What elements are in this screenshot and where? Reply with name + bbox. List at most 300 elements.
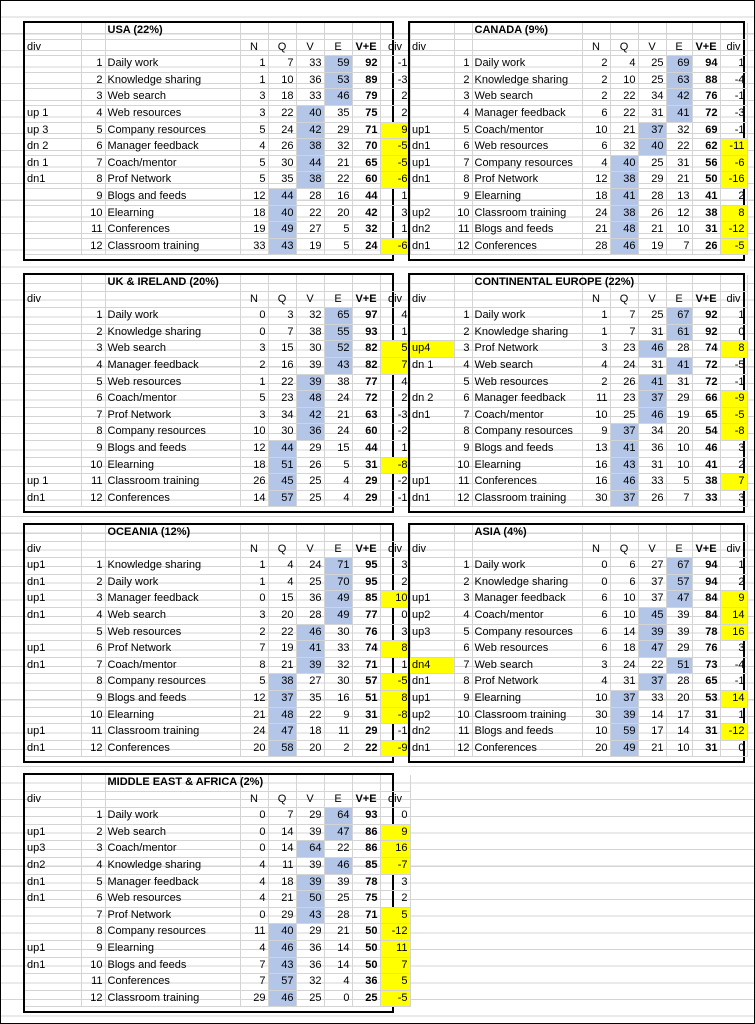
item-name[interactable]: Coach/mentor [105,657,240,674]
move-cell[interactable]: up1 [25,641,81,658]
e-value[interactable]: 4 [324,490,352,507]
diff-value[interactable]: -3 [380,407,410,424]
item-name[interactable]: Coach/mentor [105,391,240,408]
q-value[interactable]: 38 [610,172,638,189]
e-value[interactable]: 67 [666,308,692,325]
ve-value[interactable]: 44 [352,188,380,205]
ve-value[interactable]: 77 [352,374,380,391]
n-value[interactable]: 0 [240,324,268,341]
e-value[interactable]: 2 [324,740,352,757]
q-value[interactable]: 49 [610,740,638,757]
move-cell[interactable]: dn1 [25,490,81,507]
diff-value[interactable]: -9 [380,740,410,757]
diff-value[interactable]: -5 [380,155,410,172]
move-cell[interactable] [25,357,81,374]
move-cell[interactable] [25,222,81,239]
ve-value[interactable]: 62 [692,139,720,156]
e-value[interactable]: 21 [324,155,352,172]
header-n[interactable]: N [240,791,268,808]
ve-value[interactable]: 38 [692,205,720,222]
move-cell[interactable]: dn1 [25,957,81,974]
e-value[interactable]: 70 [324,574,352,591]
move-cell[interactable] [25,72,81,89]
diff-value[interactable]: 0 [720,324,747,341]
header-ve[interactable]: V+E [352,39,380,56]
ve-value[interactable]: 46 [692,440,720,457]
e-value[interactable]: 11 [324,724,352,741]
diff-value[interactable]: 14 [720,607,747,624]
move-cell[interactable] [25,341,81,358]
e-value[interactable]: 20 [324,205,352,222]
header-ve[interactable]: V+E [352,291,380,308]
diff-value[interactable]: -5 [720,238,747,255]
rank-cell[interactable]: 9 [81,940,105,957]
ve-value[interactable]: 93 [352,808,380,825]
diff-value[interactable]: -9 [720,391,747,408]
rank-cell[interactable]: 10 [81,957,105,974]
move-cell[interactable] [25,808,81,825]
q-value[interactable]: 40 [268,924,296,941]
move-cell[interactable]: up1 [25,940,81,957]
q-value[interactable]: 30 [268,155,296,172]
move-cell[interactable]: dn2 [410,222,454,239]
rank-cell[interactable]: 6 [454,641,472,658]
ve-value[interactable]: 54 [692,424,720,441]
rank-cell[interactable]: 9 [81,188,105,205]
item-name[interactable]: Manager feedback [105,591,240,608]
rank-cell[interactable]: 3 [454,89,472,106]
region-title[interactable]: CANADA (9%) [472,23,582,39]
v-value[interactable]: 41 [638,374,666,391]
item-name[interactable]: Elearning [105,457,240,474]
move-cell[interactable]: dn1 [25,607,81,624]
header-div2[interactable]: div [380,39,410,56]
v-value[interactable]: 26 [638,490,666,507]
v-value[interactable]: 25 [296,474,324,491]
ve-value[interactable]: 76 [692,89,720,106]
diff-value[interactable]: 9 [380,824,410,841]
diff-value[interactable]: 9 [380,122,410,139]
header-div[interactable]: div [25,39,81,56]
n-value[interactable]: 2 [582,89,610,106]
rank-cell[interactable]: 5 [81,624,105,641]
item-name[interactable]: Elearning [472,690,582,707]
ve-value[interactable]: 53 [692,690,720,707]
e-value[interactable]: 43 [324,357,352,374]
item-name[interactable]: Conferences [472,238,582,255]
rank-cell[interactable]: 12 [81,990,105,1007]
rank-cell[interactable]: 3 [81,841,105,858]
move-cell[interactable] [410,558,454,575]
v-value[interactable]: 22 [296,205,324,222]
q-value[interactable]: 44 [268,188,296,205]
item-name[interactable]: Prof Network [105,641,240,658]
q-value[interactable]: 10 [610,591,638,608]
ve-value[interactable]: 78 [352,874,380,891]
ve-value[interactable]: 94 [692,574,720,591]
header-n[interactable]: N [582,291,610,308]
diff-value[interactable]: 2 [720,574,747,591]
header-div[interactable]: div [25,541,81,558]
e-value[interactable]: 14 [324,957,352,974]
ve-value[interactable]: 82 [352,341,380,358]
q-value[interactable]: 48 [268,707,296,724]
rank-cell[interactable]: 1 [454,558,472,575]
n-value[interactable]: 11 [582,391,610,408]
q-value[interactable]: 22 [268,624,296,641]
diff-value[interactable]: -3 [380,72,410,89]
header-div[interactable]: div [25,291,81,308]
e-value[interactable]: 39 [666,624,692,641]
v-value[interactable]: 38 [296,139,324,156]
ve-value[interactable]: 29 [352,490,380,507]
n-value[interactable]: 4 [240,940,268,957]
e-value[interactable]: 65 [324,308,352,325]
ve-value[interactable]: 71 [352,657,380,674]
header-q[interactable]: Q [610,291,638,308]
v-value[interactable]: 33 [296,56,324,73]
n-value[interactable]: 4 [240,857,268,874]
ve-value[interactable]: 31 [692,222,720,239]
ve-value[interactable]: 65 [352,155,380,172]
header-q[interactable]: Q [268,291,296,308]
diff-value[interactable]: 7 [380,357,410,374]
ve-value[interactable]: 72 [692,357,720,374]
v-value[interactable]: 21 [638,222,666,239]
rank-cell[interactable]: 10 [81,707,105,724]
ve-value[interactable]: 65 [692,407,720,424]
rank-cell[interactable]: 3 [454,341,472,358]
q-value[interactable]: 46 [268,940,296,957]
item-name[interactable]: Conferences [105,490,240,507]
n-value[interactable]: 13 [582,440,610,457]
item-name[interactable]: Prof Network [472,172,582,189]
v-value[interactable]: 36 [296,591,324,608]
ve-value[interactable]: 84 [692,607,720,624]
ve-value[interactable]: 92 [692,308,720,325]
move-cell[interactable]: dn1 [25,740,81,757]
move-cell[interactable] [410,574,454,591]
ve-value[interactable]: 41 [692,457,720,474]
rank-cell[interactable]: 9 [81,690,105,707]
move-cell[interactable] [25,308,81,325]
item-name[interactable]: Company resources [472,424,582,441]
e-value[interactable]: 39 [324,874,352,891]
q-value[interactable]: 18 [268,874,296,891]
n-value[interactable]: 12 [240,440,268,457]
diff-value[interactable]: 8 [380,690,410,707]
item-name[interactable]: Daily work [105,308,240,325]
move-cell[interactable] [25,374,81,391]
diff-value[interactable]: 1 [380,324,410,341]
move-cell[interactable]: dn2 [410,724,454,741]
q-value[interactable]: 43 [268,238,296,255]
item-name[interactable]: Company resources [105,924,240,941]
diff-value[interactable]: 7 [720,474,747,491]
move-cell[interactable] [25,440,81,457]
diff-value[interactable]: -6 [380,238,410,255]
item-name[interactable]: Daily work [472,308,582,325]
item-name[interactable]: Daily work [105,808,240,825]
move-cell[interactable] [25,674,81,691]
move-cell[interactable]: up3 [25,841,81,858]
ve-value[interactable]: 95 [352,574,380,591]
v-value[interactable]: 27 [638,558,666,575]
ve-value[interactable]: 42 [352,205,380,222]
e-value[interactable]: 17 [666,707,692,724]
q-value[interactable]: 7 [268,324,296,341]
e-value[interactable]: 7 [666,238,692,255]
ve-value[interactable]: 50 [352,957,380,974]
rank-cell[interactable]: 4 [454,607,472,624]
q-value[interactable]: 57 [268,974,296,991]
n-value[interactable]: 2 [582,72,610,89]
header-n[interactable]: N [240,39,268,56]
v-value[interactable]: 37 [638,674,666,691]
rank-cell[interactable]: 7 [81,407,105,424]
item-name[interactable]: Elearning [105,707,240,724]
q-value[interactable]: 37 [268,690,296,707]
n-value[interactable]: 1 [240,558,268,575]
diff-value[interactable]: -3 [720,105,747,122]
header-q[interactable]: Q [610,39,638,56]
diff-value[interactable]: -5 [720,357,747,374]
rank-cell[interactable]: 4 [81,857,105,874]
v-value[interactable]: 31 [638,357,666,374]
move-cell[interactable]: up 1 [25,474,81,491]
v-value[interactable]: 25 [296,574,324,591]
n-value[interactable]: 0 [240,907,268,924]
n-value[interactable]: 6 [582,105,610,122]
item-name[interactable]: Manager feedback [105,874,240,891]
diff-value[interactable]: 5 [380,907,410,924]
v-value[interactable]: 22 [296,707,324,724]
ve-value[interactable]: 41 [692,188,720,205]
move-cell[interactable]: dn1 [25,574,81,591]
n-value[interactable]: 1 [582,308,610,325]
e-value[interactable]: 7 [666,490,692,507]
diff-value[interactable]: 2 [720,188,747,205]
q-value[interactable]: 22 [610,105,638,122]
rank-cell[interactable]: 12 [81,490,105,507]
header-n[interactable]: N [582,541,610,558]
item-name[interactable]: Classroom training [472,205,582,222]
item-name[interactable]: Knowledge sharing [105,857,240,874]
diff-value[interactable]: -16 [720,172,747,189]
rank-cell[interactable]: 7 [81,907,105,924]
v-value[interactable]: 27 [296,222,324,239]
ve-value[interactable]: 75 [352,891,380,908]
rank-cell[interactable]: 3 [81,89,105,106]
q-value[interactable]: 58 [268,740,296,757]
ve-value[interactable]: 76 [692,641,720,658]
ve-value[interactable]: 25 [352,990,380,1007]
region-title[interactable]: USA (22%) [105,23,240,39]
e-value[interactable]: 21 [324,407,352,424]
header-e[interactable]: E [324,39,352,56]
v-value[interactable]: 46 [638,407,666,424]
n-value[interactable]: 2 [240,357,268,374]
q-value[interactable]: 26 [268,139,296,156]
diff-value[interactable]: 5 [380,341,410,358]
header-e[interactable]: E [324,291,352,308]
move-cell[interactable]: dn1 [410,740,454,757]
n-value[interactable]: 2 [582,374,610,391]
v-value[interactable]: 29 [296,924,324,941]
item-name[interactable]: Coach/mentor [105,155,240,172]
ve-value[interactable]: 72 [352,391,380,408]
header-e[interactable]: E [666,291,692,308]
header-n[interactable]: N [582,39,610,56]
diff-value[interactable]: 3 [380,624,410,641]
n-value[interactable]: 0 [240,824,268,841]
rank-cell[interactable]: 5 [454,374,472,391]
e-value[interactable]: 63 [666,72,692,89]
rank-cell[interactable]: 11 [81,974,105,991]
item-name[interactable]: Blogs and feeds [105,690,240,707]
diff-value[interactable]: -1 [720,674,747,691]
v-value[interactable]: 25 [638,155,666,172]
move-cell[interactable] [410,457,454,474]
rank-cell[interactable]: 7 [81,657,105,674]
move-cell[interactable]: up4 [410,341,454,358]
item-name[interactable]: Web resources [105,891,240,908]
item-name[interactable]: Knowledge sharing [105,558,240,575]
diff-value[interactable]: 2 [380,574,410,591]
move-cell[interactable] [25,407,81,424]
diff-value[interactable]: 3 [720,490,747,507]
v-value[interactable]: 28 [638,188,666,205]
move-cell[interactable]: up2 [410,607,454,624]
ve-value[interactable]: 75 [352,105,380,122]
ve-value[interactable]: 31 [352,457,380,474]
diff-value[interactable]: -1 [380,56,410,73]
header-n[interactable]: N [240,541,268,558]
rank-cell[interactable]: 7 [454,155,472,172]
move-cell[interactable]: up2 [410,205,454,222]
move-cell[interactable]: up1 [410,122,454,139]
rank-cell[interactable]: 12 [454,490,472,507]
item-name[interactable]: Classroom training [472,490,582,507]
rank-cell[interactable]: 2 [454,324,472,341]
v-value[interactable]: 32 [296,974,324,991]
rank-cell[interactable]: 7 [454,657,472,674]
e-value[interactable]: 10 [666,457,692,474]
item-name[interactable]: Company resources [105,674,240,691]
e-value[interactable]: 59 [324,56,352,73]
region-title[interactable]: OCEANIA (12%) [105,525,240,541]
n-value[interactable]: 33 [240,238,268,255]
item-name[interactable]: Web search [472,357,582,374]
n-value[interactable]: 18 [582,188,610,205]
item-name[interactable]: Knowledge sharing [472,72,582,89]
item-name[interactable]: Coach/mentor [472,122,582,139]
diff-value[interactable]: -12 [380,924,410,941]
move-cell[interactable]: dn4 [410,657,454,674]
ve-value[interactable]: 79 [352,89,380,106]
diff-value[interactable]: 2 [720,457,747,474]
diff-value[interactable]: -8 [380,707,410,724]
e-value[interactable]: 31 [666,374,692,391]
v-value[interactable]: 29 [296,440,324,457]
header-q[interactable]: Q [268,39,296,56]
e-value[interactable]: 67 [666,558,692,575]
n-value[interactable]: 11 [240,924,268,941]
diff-value[interactable]: 0 [380,607,410,624]
rank-cell[interactable]: 1 [81,308,105,325]
rank-cell[interactable]: 4 [81,357,105,374]
ve-value[interactable]: 72 [692,374,720,391]
q-value[interactable]: 10 [610,72,638,89]
v-value[interactable]: 37 [638,591,666,608]
v-value[interactable]: 33 [638,474,666,491]
diff-value[interactable]: 3 [720,440,747,457]
header-n[interactable]: N [240,291,268,308]
rank-cell[interactable]: 5 [81,122,105,139]
move-cell[interactable]: up 1 [25,105,81,122]
ve-value[interactable]: 22 [352,740,380,757]
header-q[interactable]: Q [268,791,296,808]
header-div2[interactable]: div [380,791,410,808]
item-name[interactable]: Daily work [105,574,240,591]
diff-value[interactable]: -5 [720,407,747,424]
q-value[interactable]: 22 [268,105,296,122]
rank-cell[interactable]: 1 [454,308,472,325]
n-value[interactable]: 24 [582,205,610,222]
ve-value[interactable]: 72 [692,105,720,122]
item-name[interactable]: Knowledge sharing [105,324,240,341]
n-value[interactable]: 3 [240,341,268,358]
move-cell[interactable] [25,89,81,106]
rank-cell[interactable]: 5 [81,874,105,891]
item-name[interactable]: Prof Network [472,674,582,691]
n-value[interactable]: 6 [582,139,610,156]
e-value[interactable]: 53 [324,72,352,89]
rank-cell[interactable]: 2 [454,574,472,591]
diff-value[interactable]: 3 [380,874,410,891]
ve-value[interactable]: 31 [692,707,720,724]
move-cell[interactable]: up2 [410,707,454,724]
e-value[interactable]: 16 [324,188,352,205]
q-value[interactable]: 46 [610,238,638,255]
move-cell[interactable]: up1 [410,591,454,608]
ve-value[interactable]: 44 [352,440,380,457]
diff-value[interactable]: -7 [380,857,410,874]
e-value[interactable]: 13 [666,188,692,205]
e-value[interactable]: 41 [666,357,692,374]
q-value[interactable]: 23 [610,341,638,358]
region-title[interactable]: UK & IRELAND (20%) [105,275,240,291]
header-e[interactable]: E [666,541,692,558]
v-value[interactable]: 29 [638,172,666,189]
header-ve[interactable]: V+E [352,791,380,808]
item-name[interactable]: Elearning [105,940,240,957]
ve-value[interactable]: 29 [352,474,380,491]
item-name[interactable]: Company resources [472,624,582,641]
ve-value[interactable]: 94 [692,56,720,73]
q-value[interactable]: 49 [268,222,296,239]
n-value[interactable]: 7 [240,641,268,658]
q-value[interactable]: 25 [610,407,638,424]
n-value[interactable]: 0 [240,841,268,858]
item-name[interactable]: Knowledge sharing [105,72,240,89]
item-name[interactable]: Prof Network [472,341,582,358]
q-value[interactable]: 38 [268,674,296,691]
move-cell[interactable]: up1 [410,474,454,491]
e-value[interactable]: 14 [666,724,692,741]
move-cell[interactable] [410,424,454,441]
rank-cell[interactable]: 8 [81,172,105,189]
